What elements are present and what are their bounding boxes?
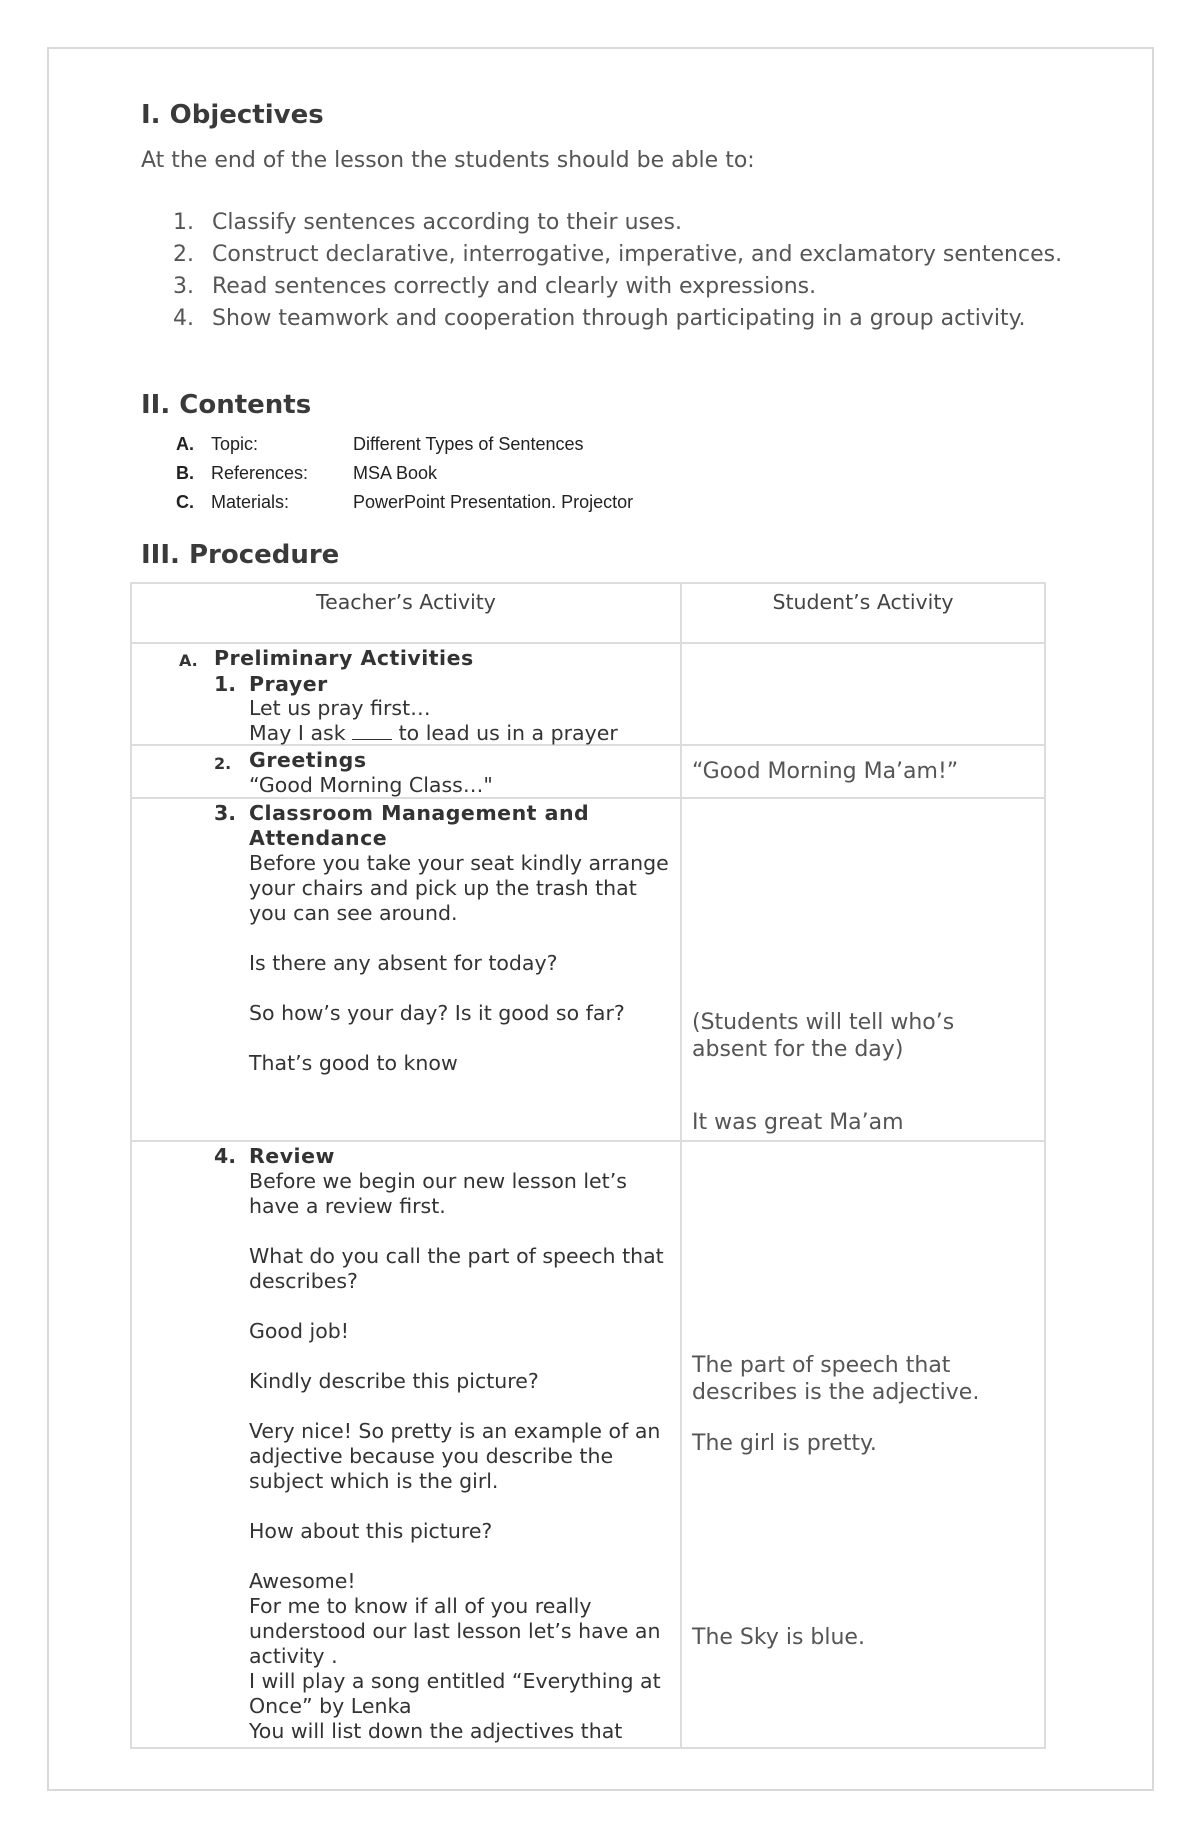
list-item — [141, 239, 1081, 271]
contents-value: PowerPoint Presentation. Projector — [353, 492, 634, 512]
contents-value: Different Types of Sentences — [353, 434, 584, 454]
name-blank — [352, 721, 392, 740]
classroom-p1: Before you take your seat kindly arrange your chairs and pick up the trash that you can see around. — [249, 851, 669, 925]
review-p2: What do you call the part of speech that describes? — [249, 1244, 664, 1293]
classroom-p4: That’s good to know — [249, 1051, 458, 1075]
item-number: 1. — [173, 210, 194, 235]
item-text: Read sentences correctly and clearly with expressions. — [212, 274, 817, 299]
item-text: Construct declarative, interrogative, imperative, and exclamatory sentences. — [212, 242, 1063, 267]
item-title: Greetings — [249, 748, 367, 772]
review-p1: Before we begin our new lesson let’s have a review first. — [249, 1169, 627, 1218]
procedure-table — [130, 582, 1046, 1749]
list-item — [141, 271, 1081, 303]
table-row — [131, 798, 1045, 1141]
table-row — [131, 643, 1045, 745]
review-response-3: The Sky is blue. — [692, 1625, 865, 1650]
classroom-student-cell — [681, 798, 1045, 1141]
contents-letter: B. — [176, 463, 194, 483]
prayer-student-cell — [681, 643, 1045, 745]
greetings-student-cell — [681, 745, 1045, 798]
item-title: Prayer — [249, 672, 328, 696]
review-p7: Awesome! — [249, 1569, 356, 1593]
table-row — [131, 745, 1045, 798]
contents-letter: C. — [176, 492, 194, 512]
greetings-response: “Good Morning Ma’am!” — [692, 759, 959, 784]
list-item — [141, 303, 1081, 335]
contents-label: Materials: — [211, 492, 290, 512]
greetings-line: “Good Morning Class…" — [249, 773, 493, 797]
review-p10: You will list down the adjectives that — [249, 1719, 623, 1743]
table-header-row — [131, 583, 1045, 643]
classroom-p2: Is there any absent for today? — [249, 951, 558, 975]
item-number: 3. — [214, 801, 237, 825]
procedure-heading: III. Procedure — [141, 540, 340, 570]
contents-heading: II. Contents — [141, 390, 312, 420]
item-number: 1. — [214, 672, 237, 696]
classroom-p3: So how’s your day? Is it good so far? — [249, 1001, 625, 1025]
review-response-2: The girl is pretty. — [692, 1431, 877, 1456]
item-number: 3. — [173, 274, 194, 299]
objectives-list — [141, 207, 1081, 335]
review-teacher-cell — [131, 1141, 681, 1748]
prayer-line-1: Let us pray first… — [249, 696, 431, 720]
prayer-line-2 — [249, 721, 669, 746]
review-p8: For me to know if all of you really understood our last lesson let’s have an activity . — [249, 1594, 661, 1668]
review-student-cell — [681, 1141, 1045, 1748]
student-activity-header: Student’s Activity — [681, 583, 1045, 643]
contents-label: References: — [211, 463, 309, 483]
classroom-teacher-cell — [131, 798, 681, 1141]
item-number: 2. — [214, 754, 232, 773]
item-number: 2. — [173, 242, 194, 267]
prayer-line-2a: May I ask — [249, 721, 346, 745]
objectives-intro: At the end of the lesson the students should be able to: — [141, 148, 755, 173]
review-p5: Very nice! So pretty is an example of an adjective because you describe the subject which is the girl. — [249, 1419, 661, 1493]
section-letter: A. — [179, 651, 198, 670]
prayer-line-2b: to lead us in a prayer — [398, 721, 618, 745]
contents-label: Topic: — [211, 434, 259, 454]
item-number: 4. — [173, 306, 194, 331]
item-title: Review — [249, 1144, 335, 1168]
item-text: Show teamwork and cooperation through participating in a group activity. — [212, 306, 1026, 331]
item-number: 4. — [214, 1144, 237, 1168]
teacher-activity-header: Teacher’s Activity — [131, 583, 681, 643]
review-p4: Kindly describe this picture? — [249, 1369, 539, 1393]
objectives-heading: I. Objectives — [141, 100, 324, 130]
review-p3: Good job! — [249, 1319, 349, 1343]
list-item — [141, 207, 1081, 239]
classroom-response-1: (Students will tell who’s absent for the day) — [692, 1010, 955, 1062]
table-row — [131, 1141, 1045, 1748]
greetings-teacher-cell — [131, 745, 681, 798]
review-response-1: The part of speech that describes is the adjective. — [692, 1353, 980, 1405]
item-text: Classify sentences according to their uses. — [212, 210, 682, 235]
contents-letter: A. — [176, 434, 194, 454]
classroom-response-2: It was great Ma’am — [692, 1110, 904, 1135]
contents-value: MSA Book — [353, 463, 438, 483]
item-title: Classroom Management and Attendance — [249, 801, 590, 850]
review-p6: How about this picture? — [249, 1519, 493, 1543]
section-title: Preliminary Activities — [214, 646, 474, 670]
review-p9: I will play a song entitled “Everything at Once” by Lenka — [249, 1669, 661, 1718]
prayer-teacher-cell — [131, 643, 681, 745]
